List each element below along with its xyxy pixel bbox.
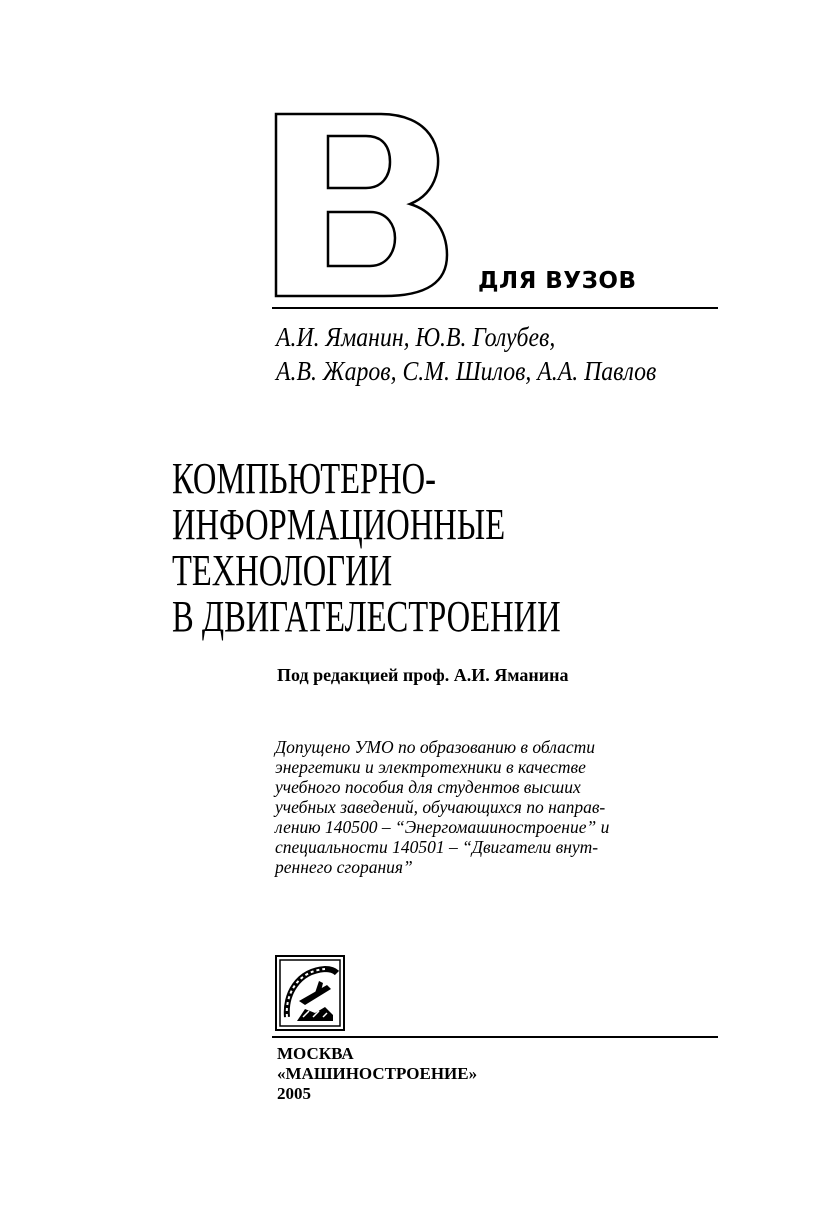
title-line: ТЕХНОЛОГИИ bbox=[172, 546, 393, 595]
top-divider bbox=[272, 307, 718, 309]
approval-line: лению 140500 – “Энергомашиностроение” и bbox=[275, 817, 610, 837]
approval-line: энергетики и электротехники в качестве bbox=[275, 757, 586, 777]
imprint-city: МОСКВА bbox=[277, 1044, 354, 1063]
approval-line: Допущено УМО по образованию в области bbox=[275, 737, 596, 757]
editor-credit: Под редакцией проф. А.И. Яманина bbox=[277, 665, 569, 685]
bottom-divider bbox=[272, 1036, 718, 1038]
imprint-publisher: «МАШИНОСТРОЕНИЕ» bbox=[277, 1064, 478, 1083]
title-line: ИНФОРМАЦИОННЫЕ bbox=[172, 500, 506, 549]
approval-line: специальности 140501 – “Двигатели внут- bbox=[275, 837, 599, 857]
approval-note bbox=[275, 737, 685, 877]
authors-line-2: А.В. Жаров, С.М. Шилов, А.А. Павлов bbox=[276, 356, 657, 386]
book-title bbox=[172, 456, 561, 640]
authors bbox=[276, 320, 681, 388]
imprint-year: 2005 bbox=[277, 1084, 311, 1103]
approval-line: реннего сгорания” bbox=[275, 857, 413, 877]
series-label: ДЛЯ ВУЗОВ bbox=[478, 268, 637, 294]
title-line: В ДВИГАТЕЛЕСТРОЕНИИ bbox=[172, 592, 561, 641]
approval-line: учебных заведений, обучающихся по направ- bbox=[275, 797, 606, 817]
series-logo-icon bbox=[272, 110, 452, 300]
approval-line: учебного пособия для студентов высших bbox=[275, 777, 581, 797]
imprint bbox=[277, 1044, 477, 1104]
authors-line-1: А.И. Яманин, Ю.В. Голубев, bbox=[276, 322, 556, 352]
publisher-emblem-icon bbox=[275, 955, 345, 1031]
title-line: КОМПЬЮТЕРНО- bbox=[172, 454, 436, 503]
